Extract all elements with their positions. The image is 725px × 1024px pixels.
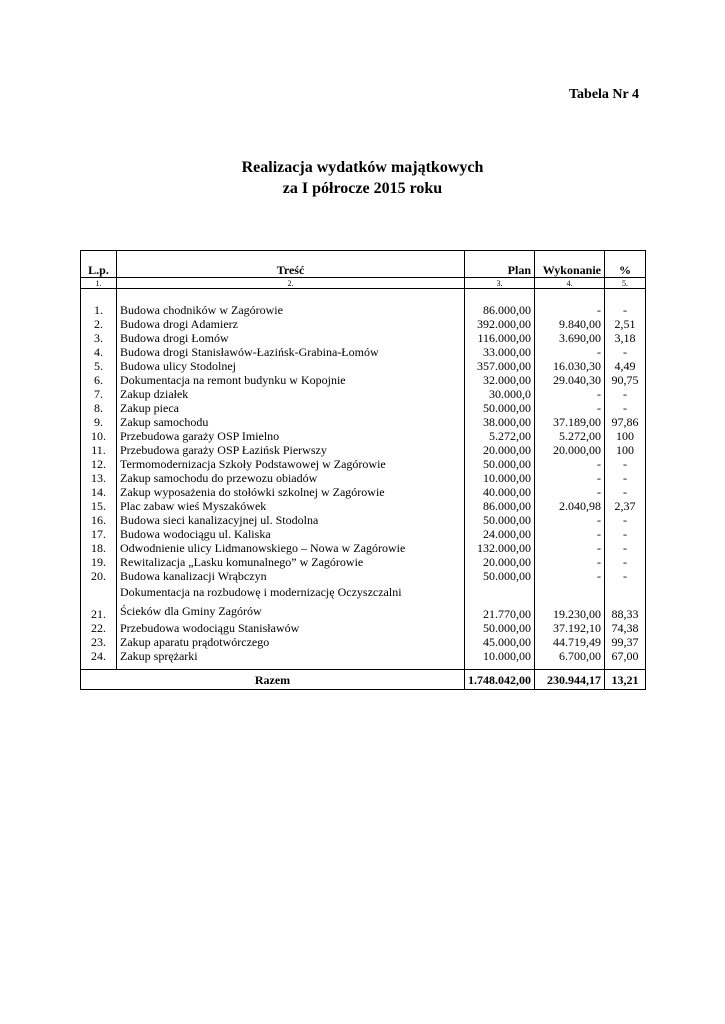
cell-wykonanie: - [535, 401, 605, 415]
table-row [81, 443, 646, 457]
cell-lp: 15. [81, 499, 117, 513]
cell-wykonanie: 3.690,00 [535, 331, 605, 345]
cell-plan: 50.000,00 [465, 457, 535, 471]
cell-wykonanie: 29.040,30 [535, 373, 605, 387]
cell-plan: 10.000,00 [465, 471, 535, 485]
title-line-2: za I półrocze 2015 roku [282, 180, 443, 197]
table-row [81, 359, 646, 373]
total-plan: 1.748.042,00 [465, 670, 535, 690]
cell-tresc-line-2: Ścieków dla Gminy Zagórów [120, 604, 262, 618]
cell-plan: 45.000,00 [465, 635, 535, 649]
cell-wykonanie: - [535, 555, 605, 569]
cell-lp: 9. [81, 415, 117, 429]
cell-pct: 97,86 [605, 415, 646, 429]
cell-plan: 20.000,00 [465, 443, 535, 457]
cell-plan: 116.000,00 [465, 331, 535, 345]
table-row [81, 649, 646, 663]
cell-lp: 6. [81, 373, 117, 387]
cell-pct: - [605, 513, 646, 527]
cell-wykonanie: - [535, 457, 605, 471]
cell-pct: 99,37 [605, 635, 646, 649]
cell-lp: 2. [81, 317, 117, 331]
cell-tresc: Dokumentacja na remont budynku w Kopojnie [117, 373, 465, 387]
cell-tresc: Budowa wodociągu ul. Kaliska [117, 527, 465, 541]
cell-tresc: Zakup aparatu prądotwórczego [117, 635, 465, 649]
table-row [81, 583, 646, 621]
cell-wykonanie: 16.030,30 [535, 359, 605, 373]
table-number: Tabela Nr 4 [568, 87, 639, 102]
cell-plan: 132.000,00 [465, 541, 535, 555]
cell-pct: - [605, 387, 646, 401]
cell-wykonanie: 19.230,00 [535, 583, 605, 621]
cell-plan: 33.000,00 [465, 345, 535, 359]
table-row [81, 429, 646, 443]
header-wykonanie: Wykonanie [535, 251, 605, 278]
table-row [81, 401, 646, 415]
cell-tresc: Termomodernizacja Szkoły Podstawowej w Zagórowie [117, 457, 465, 471]
cell-plan: 40.000,00 [465, 485, 535, 499]
expenditure-table [80, 250, 646, 690]
table-row [81, 317, 646, 331]
table-row [81, 471, 646, 485]
cell-wykonanie: 37.189,00 [535, 415, 605, 429]
cell-pct: - [605, 569, 646, 583]
cell-wykonanie: 2.040,98 [535, 499, 605, 513]
cell-tresc: Budowa ulicy Stodolnej [117, 359, 465, 373]
cell-pct: 90,75 [605, 373, 646, 387]
cell-wykonanie: - [535, 527, 605, 541]
cell-pct: - [605, 485, 646, 499]
cell-pct: 2,37 [605, 499, 646, 513]
cell-lp: 20. [81, 569, 117, 583]
cell-pct: - [605, 541, 646, 555]
cell-tresc: Zakup samochodu do przewozu obiadów [117, 471, 465, 485]
cell-plan: 38.000,00 [465, 415, 535, 429]
cell-tresc-line-1: Dokumentacja na rozbudowę i modernizację Oczyszczalni [120, 585, 402, 599]
total-pct: 13,21 [605, 670, 646, 690]
cell-tresc: Budowa drogi Adamierz [117, 317, 465, 331]
cell-lp: 8. [81, 401, 117, 415]
cell-lp: 5. [81, 359, 117, 373]
cell-lp: 10. [81, 429, 117, 443]
cell-wykonanie: - [535, 485, 605, 499]
cell-lp: 17. [81, 527, 117, 541]
table-row [81, 457, 646, 471]
table-row [81, 569, 646, 583]
cell-tresc [117, 583, 465, 621]
cell-plan: 50.000,00 [465, 401, 535, 415]
header-plan: Plan [465, 251, 535, 278]
document-title [0, 157, 725, 199]
cell-tresc: Zakup pieca [117, 401, 465, 415]
cell-plan: 357.000,00 [465, 359, 535, 373]
table-row [81, 485, 646, 499]
cell-pct: 67,00 [605, 649, 646, 663]
total-label: Razem [81, 670, 465, 690]
cell-plan: 24.000,00 [465, 527, 535, 541]
cell-plan: 86.000,00 [465, 303, 535, 317]
cell-lp: 1. [81, 303, 117, 317]
cell-lp: 19. [81, 555, 117, 569]
spacer-row [81, 289, 646, 304]
table-row [81, 555, 646, 569]
cell-pct: - [605, 527, 646, 541]
cell-wykonanie: - [535, 513, 605, 527]
table-row [81, 527, 646, 541]
cell-tresc: Plac zabaw wieś Myszakówek [117, 499, 465, 513]
cell-plan: 10.000,00 [465, 649, 535, 663]
cell-tresc: Zakup samochodu [117, 415, 465, 429]
cell-pct: - [605, 303, 646, 317]
table-row [81, 499, 646, 513]
cell-wykonanie: 5.272,00 [535, 429, 605, 443]
cell-lp: 14. [81, 485, 117, 499]
cell-plan: 50.000,00 [465, 621, 535, 635]
cell-wykonanie: 20.000,00 [535, 443, 605, 457]
table-row [81, 621, 646, 635]
table-row [81, 635, 646, 649]
cell-pct: - [605, 471, 646, 485]
cell-wykonanie: - [535, 387, 605, 401]
cell-lp: 24. [81, 649, 117, 663]
table-row [81, 331, 646, 345]
cell-wykonanie: - [535, 471, 605, 485]
cell-tresc: Odwodnienie ulicy Lidmanowskiego – Nowa w Zagórowie [117, 541, 465, 555]
header-pct: % [605, 251, 646, 278]
cell-tresc: Zakup działek [117, 387, 465, 401]
table-row [81, 415, 646, 429]
cell-plan: 20.000,00 [465, 555, 535, 569]
colnum-tresc: 2. [117, 278, 465, 289]
cell-wykonanie: 9.840,00 [535, 317, 605, 331]
cell-tresc: Budowa chodników w Zagórowie [117, 303, 465, 317]
cell-tresc: Przebudowa garaży OSP Imielno [117, 429, 465, 443]
cell-tresc: Budowa drogi Stanisławów-Łazińsk-Grabina-Łomów [117, 345, 465, 359]
table-row [81, 541, 646, 555]
cell-plan: 86.000,00 [465, 499, 535, 513]
cell-plan: 30.000,0 [465, 387, 535, 401]
cell-plan: 21.770,00 [465, 583, 535, 621]
cell-wykonanie: 44.719,49 [535, 635, 605, 649]
cell-pct: 100 [605, 429, 646, 443]
cell-lp: 21. [81, 583, 117, 621]
cell-pct: 2,51 [605, 317, 646, 331]
table-row [81, 373, 646, 387]
cell-pct: - [605, 457, 646, 471]
table-row [81, 345, 646, 359]
cell-lp: 23. [81, 635, 117, 649]
total-row [81, 670, 646, 690]
colnum-pct: 5. [605, 278, 646, 289]
cell-plan: 5.272,00 [465, 429, 535, 443]
cell-lp: 11. [81, 443, 117, 457]
cell-pct: - [605, 345, 646, 359]
cell-wykonanie: - [535, 303, 605, 317]
header-tresc: Treść [117, 251, 465, 278]
cell-plan: 392.000,00 [465, 317, 535, 331]
cell-tresc: Rewitalizacja „Lasku komunalnego” w Zagórowie [117, 555, 465, 569]
cell-lp: 7. [81, 387, 117, 401]
cell-pct: 88,33 [605, 583, 646, 621]
title-line-1: Realizacja wydatków majątkowych [241, 159, 484, 176]
colnum-plan: 3. [465, 278, 535, 289]
header-row [81, 251, 646, 278]
cell-pct: 74,38 [605, 621, 646, 635]
cell-lp: 4. [81, 345, 117, 359]
cell-pct: 100 [605, 443, 646, 457]
colnum-lp: 1. [81, 278, 117, 289]
cell-tresc: Przebudowa wodociągu Stanisławów [117, 621, 465, 635]
cell-pct: - [605, 401, 646, 415]
cell-wykonanie: - [535, 541, 605, 555]
cell-lp: 22. [81, 621, 117, 635]
cell-plan: 32.000,00 [465, 373, 535, 387]
table-row [81, 303, 646, 317]
cell-lp: 16. [81, 513, 117, 527]
cell-tresc: Zakup sprężarki [117, 649, 465, 663]
cell-pct: - [605, 555, 646, 569]
total-wykonanie: 230.944,17 [535, 670, 605, 690]
cell-lp: 13. [81, 471, 117, 485]
cell-wykonanie: 6.700,00 [535, 649, 605, 663]
cell-pct: 4,49 [605, 359, 646, 373]
cell-tresc: Budowa kanalizacji Wrąbczyn [117, 569, 465, 583]
cell-tresc: Budowa drogi Łomów [117, 331, 465, 345]
cell-plan: 50.000,00 [465, 569, 535, 583]
cell-tresc: Zakup wyposażenia do stołówki szkolnej w Zagórowie [117, 485, 465, 499]
cell-lp: 18. [81, 541, 117, 555]
cell-tresc: Przebudowa garaży OSP Łazińsk Pierwszy [117, 443, 465, 457]
cell-wykonanie: - [535, 569, 605, 583]
column-number-row [81, 278, 646, 289]
cell-plan: 50.000,00 [465, 513, 535, 527]
table-row [81, 387, 646, 401]
cell-pct: 3,18 [605, 331, 646, 345]
table-row [81, 513, 646, 527]
cell-tresc: Budowa sieci kanalizacyjnej ul. Stodolna [117, 513, 465, 527]
cell-lp: 12. [81, 457, 117, 471]
cell-wykonanie: - [535, 345, 605, 359]
header-lp: L.p. [81, 251, 117, 278]
colnum-wykonanie: 4. [535, 278, 605, 289]
cell-lp: 3. [81, 331, 117, 345]
cell-wykonanie: 37.192,10 [535, 621, 605, 635]
